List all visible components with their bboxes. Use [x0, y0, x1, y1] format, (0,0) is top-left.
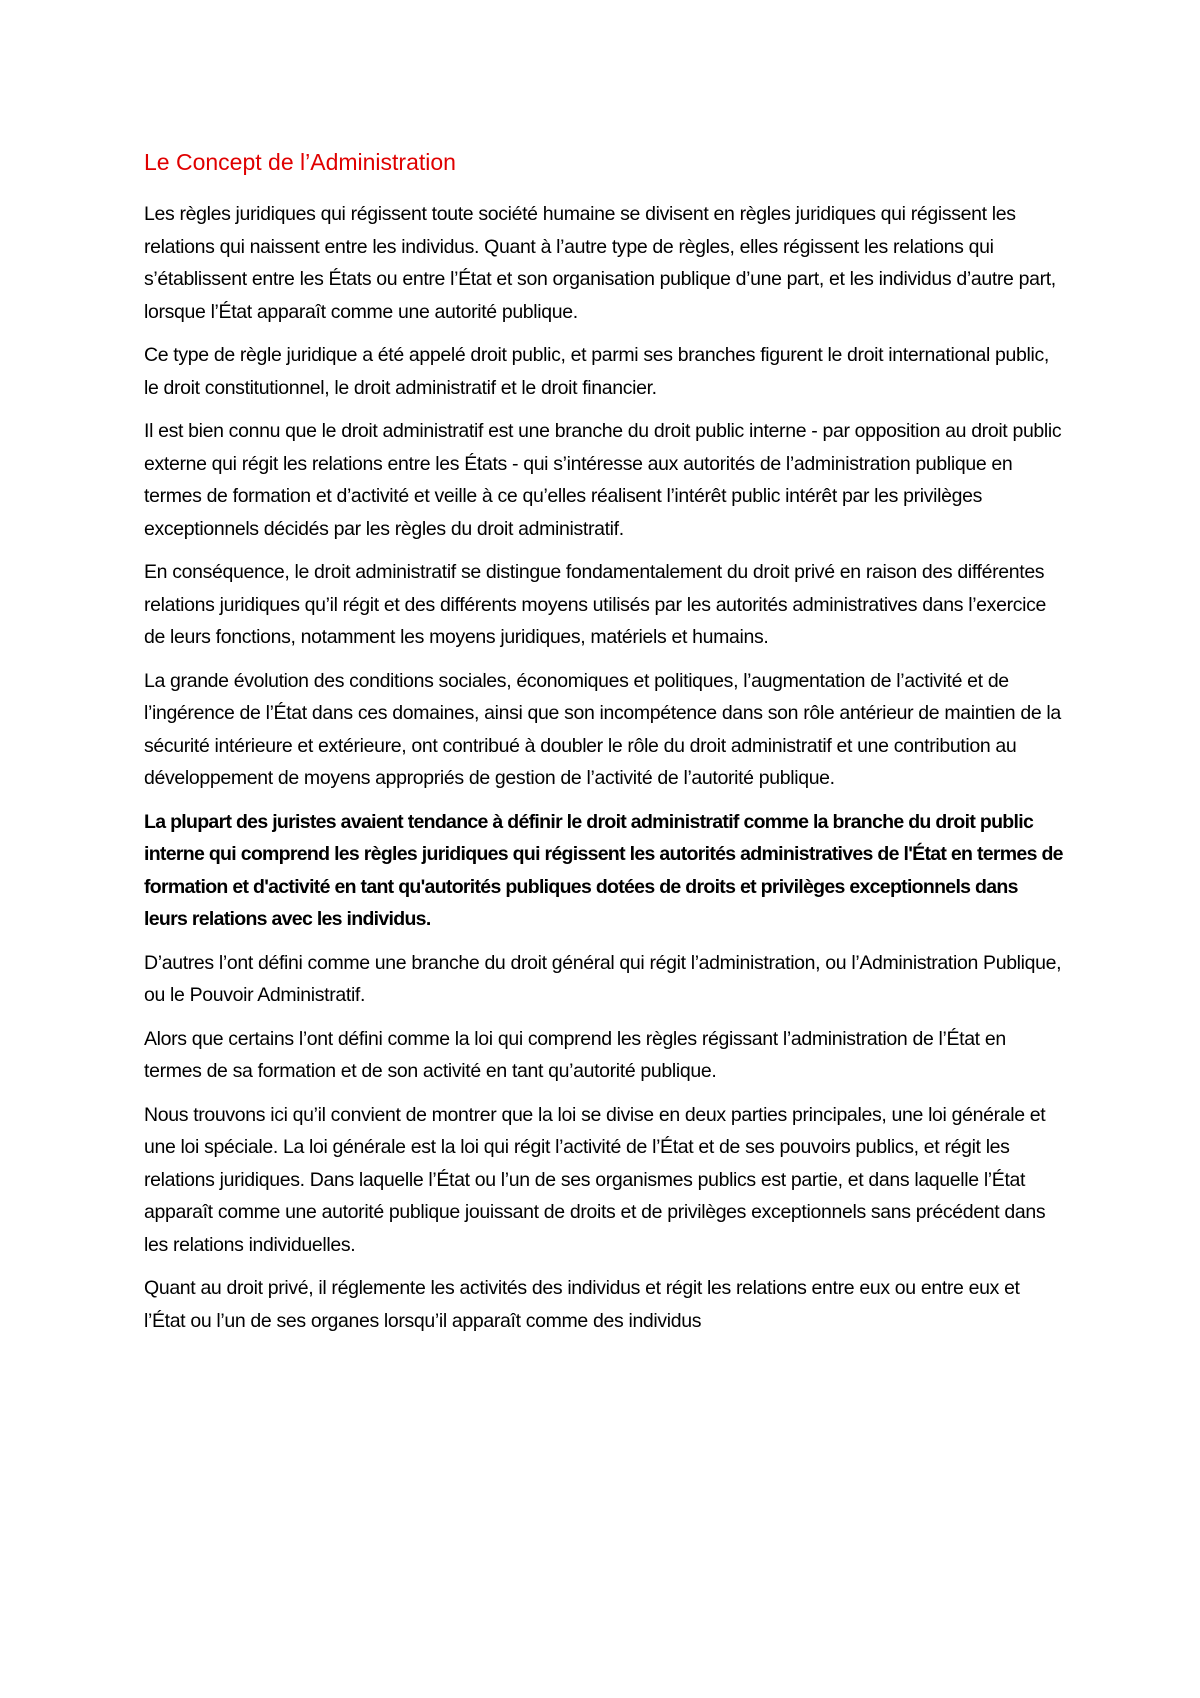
paragraph-evolution-conditions: La grande évolution des conditions sociales, économiques et politiques, l’augmentation de l’activité et de l’ingérence de l’État dans ces domaines, ainsi que son incompétence dans son rôle antérieur de maintien de la sécurité intérieure et extérieure, ont contribué à doubler le rôle du droit administratif et une contribution au développement de moyens appropriés de gestion de l’activité de l’autorité publique.: [144, 669, 1061, 789]
document-title: Le Concept de l’Administration: [144, 149, 456, 175]
paragraph-definition-juristes: La plupart des juristes avaient tendance à définir le droit administratif comme la branche du droit public interne qui comprend les règles juridiques qui régissent les autorités administratives de l'État en termes de formation et d'activité en tant qu'autorités publiques dotées de droits et privilèges exceptionnels dans leurs relations avec les individus.: [144, 810, 1063, 930]
paragraph-certains-definitions: Alors que certains l’ont défini comme la loi qui comprend les règles régissant l’administration de l’État en termes de sa formation et de son activité en tant qu’autorité publique.: [144, 1027, 1006, 1082]
paragraph-droit-administratif-branche: Il est bien connu que le droit administratif est une branche du droit public interne - par opposition au droit public externe qui régit les relations entre les États - qui s’intéresse aux autorités de l’administration publique en termes de formation et d’activité et veille à ce qu’elles réalisent l’intérêt public intérêt par les privilèges exceptionnels décidés par les règles du droit administratif.: [144, 420, 1062, 540]
paragraph-autres-definitions: D’autres l’ont défini comme une branche du droit général qui régit l’administration, ou l’Administration Publique, ou le Pouvoir Administratif.: [144, 951, 1062, 1006]
document-body: [144, 142, 1064, 1348]
paragraph-droit-public: Ce type de règle juridique a été appelé droit public, et parmi ses branches figurent le droit international public, le droit constitutionnel, le droit administratif et le droit financier.: [144, 344, 1049, 399]
paragraph-regles-juridiques: Les règles juridiques qui régissent toute société humaine se divisent en règles juridiques qui régissent les relations qui naissent entre les individus. Quant à l’autre type de règles, elles régissent les relations qui s’établissent entre les États ou entre l’État et son organisation publique d’une part, et les individus d’autre part, lorsque l’État apparaît comme une autorité publique.: [144, 203, 1056, 323]
paragraph-loi-generale-speciale: Nous trouvons ici qu’il convient de montrer que la loi se divise en deux parties principales, une loi générale et une loi spéciale. La loi générale est la loi qui régit l’activité de l’État et de ses pouvoirs publics, et régit les relations juridiques. Dans laquelle l’État ou l’un de ses organismes publics est partie, et dans laquelle l’État apparaît comme une autorité publique jouissant de droits et de privilèges exceptionnels sans précédent dans les relations individuelles.: [144, 1103, 1046, 1256]
paragraph-distinction-droit-prive: En conséquence, le droit administratif se distingue fondamentalement du droit privé en raison des différentes relations juridiques qu’il régit et des différents moyens utilisés par les autorités administratives dans l’exercice de leurs fonctions, notamment les moyens juridiques, matériels et humains.: [144, 561, 1046, 648]
paragraph-droit-prive: Quant au droit privé, il réglemente les activités des individus et régit les relations entre eux ou entre eux et l’État ou l’un de ses organes lorsqu’il apparaît comme des individus: [144, 1277, 1020, 1332]
